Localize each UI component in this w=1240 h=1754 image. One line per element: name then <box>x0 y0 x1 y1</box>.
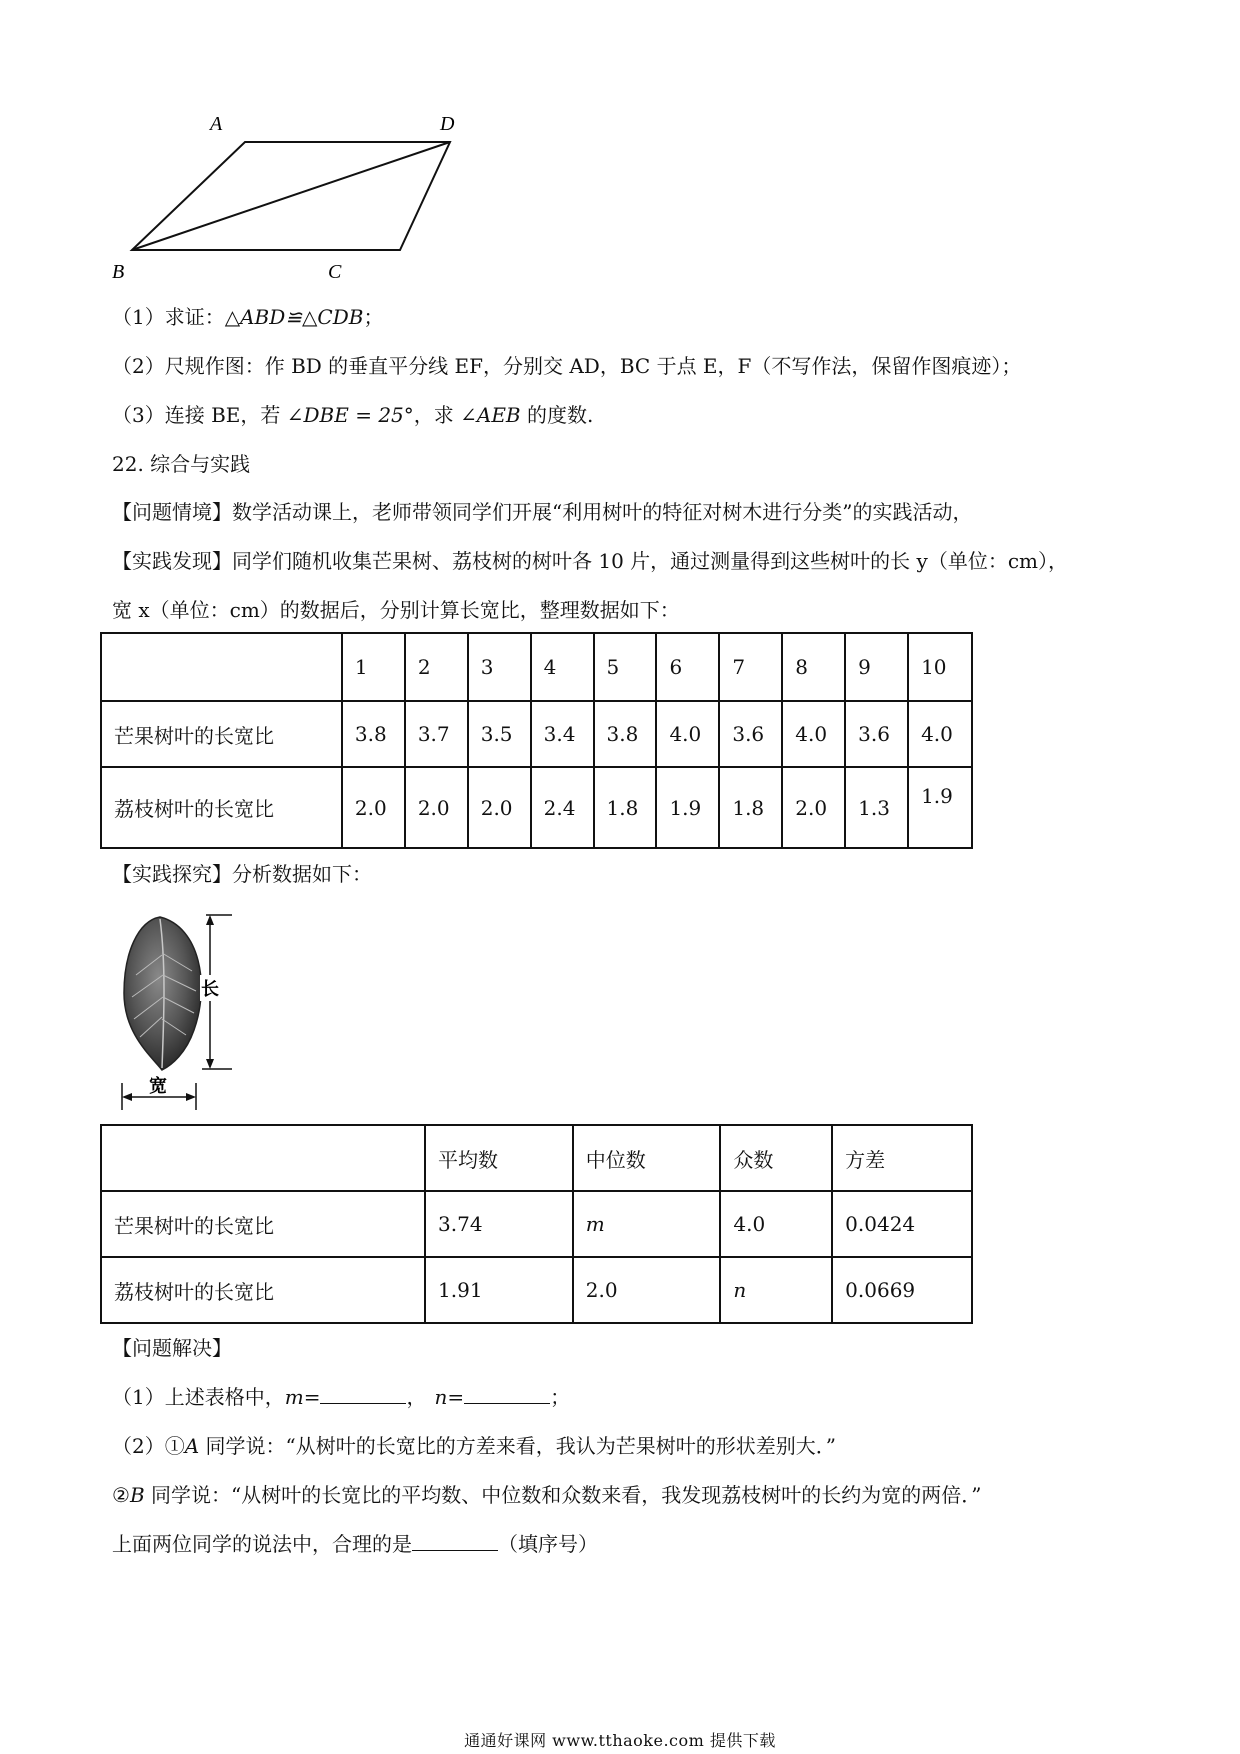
table-cell: 1.9 <box>656 767 719 848</box>
parallelogram-figure <box>110 100 530 280</box>
table-cell: 1.8 <box>719 767 782 848</box>
table-cell: 2.0 <box>782 767 845 848</box>
vertex-label-b: B <box>112 261 125 280</box>
table-cell: 4.0 <box>656 701 719 767</box>
table-cell: 荔枝树叶的长宽比 <box>101 1257 425 1323</box>
q22-solve-part3: 上面两位同学的说法中，合理的是 （填序号） <box>112 1532 598 1556</box>
page-footer: 通通好课网 www.tthaoke.com 提供下载 <box>464 1731 776 1750</box>
table-cell: 平均数 <box>425 1125 573 1191</box>
table-cell: 2.0 <box>342 767 405 848</box>
answer-blank-n[interactable] <box>464 1403 550 1404</box>
table-cell: 荔枝树叶的长宽比 <box>101 767 342 848</box>
vertex-label-d: D <box>440 113 455 135</box>
leaf-length-label: 长 <box>201 979 219 1000</box>
table-cell: 5 <box>594 633 657 701</box>
vertex-label-a: A <box>210 113 223 135</box>
table-cell: 3.6 <box>719 701 782 767</box>
table-cell: 1.3 <box>845 767 908 848</box>
table-row <box>101 767 972 848</box>
table-cell: 3.8 <box>342 701 405 767</box>
table-cell: 4.0 <box>720 1191 832 1257</box>
q21-part2: （2）尺规作图：作 BD 的垂直平分线 EF，分别交 AD，BC 于点 E，F（不写作法，保留作图痕迹）； <box>112 354 1022 378</box>
table-cell: 3.74 <box>425 1191 573 1257</box>
table-cell: 1.8 <box>594 767 657 848</box>
table-cell: 9 <box>845 633 908 701</box>
leaf-illustration <box>112 905 242 1115</box>
table-cell: 3.8 <box>594 701 657 767</box>
table-cell: 1.91 <box>425 1257 573 1323</box>
q22-solve-title: 【问题解决】 <box>112 1336 232 1360</box>
table-cell <box>101 1125 425 1191</box>
table-cell: 1.9 <box>908 767 972 848</box>
q22-discovery-line2: 宽 x（单位：cm）的数据后，分别计算长宽比，整理数据如下： <box>112 598 680 622</box>
statistics-table <box>100 1124 973 1324</box>
table-cell: 众数 <box>720 1125 832 1191</box>
table-cell: m <box>573 1191 721 1257</box>
table-cell: 4.0 <box>908 701 972 767</box>
table-cell: 2.0 <box>468 767 531 848</box>
table-row <box>101 701 972 767</box>
vertex-label-c: C <box>328 261 342 280</box>
table-cell: 0.0669 <box>832 1257 972 1323</box>
table-cell: 芒果树叶的长宽比 <box>101 701 342 767</box>
answer-blank-choice[interactable] <box>412 1550 498 1551</box>
leaf-width-label: 宽 <box>149 1076 167 1097</box>
q21-part3: （3）连接 BE，若 ∠DBE = 25°，求 ∠AEB 的度数. <box>112 403 594 427</box>
table-cell: 8 <box>782 633 845 701</box>
table-cell <box>101 633 342 701</box>
table-cell: 3.5 <box>468 701 531 767</box>
table-cell: 1 <box>342 633 405 701</box>
q22-solve-part1: （1）上述表格中，m= ， n= ； <box>112 1385 571 1409</box>
table-cell: 2.0 <box>405 767 468 848</box>
table-cell: 3.6 <box>845 701 908 767</box>
table-cell: 2.0 <box>573 1257 721 1323</box>
table-cell: 3 <box>468 633 531 701</box>
table-row <box>101 1257 972 1323</box>
q22-solve-part2a: （2）①A 同学说：“从树叶的长宽比的方差来看，我认为芒果树叶的形状差别大．” <box>112 1434 836 1458</box>
table-cell: 6 <box>656 633 719 701</box>
table-cell: 4 <box>531 633 594 701</box>
table-cell: 2 <box>405 633 468 701</box>
table-cell: 方差 <box>832 1125 972 1191</box>
leaf-ratio-table <box>100 632 973 849</box>
table-cell: 10 <box>908 633 972 701</box>
table-row <box>101 1191 972 1257</box>
q22-title: 22. 综合与实践 <box>112 452 251 476</box>
table-cell: 3.7 <box>405 701 468 767</box>
table-cell: 7 <box>719 633 782 701</box>
q21-part1: （1）求证：△ABD≌△CDB； <box>112 305 384 329</box>
table-cell: 中位数 <box>573 1125 721 1191</box>
table-header-row <box>101 1125 972 1191</box>
table-cell: 4.0 <box>782 701 845 767</box>
q22-discovery-line1: 【实践发现】同学们随机收集芒果树、荔枝树的树叶各 10 片，通过测量得到这些树叶的长 y（单位：cm）， <box>112 549 1068 573</box>
q22-situation: 【问题情境】数学活动课上，老师带领同学们开展“利用树叶的特征对树木进行分类”的实践活动， <box>112 500 973 524</box>
q22-solve-part2b: ②B 同学说：“从树叶的长宽比的平均数、中位数和众数来看，我发现荔枝树叶的长约为宽的两倍．” <box>112 1483 982 1507</box>
answer-blank-m[interactable] <box>320 1403 406 1404</box>
table-cell: 0.0424 <box>832 1191 972 1257</box>
table-cell: 3.4 <box>531 701 594 767</box>
table-cell: 2.4 <box>531 767 594 848</box>
table-cell: n <box>720 1257 832 1323</box>
q22-explore: 【实践探究】分析数据如下： <box>112 862 372 886</box>
table-header-row <box>101 633 972 701</box>
table-cell: 芒果树叶的长宽比 <box>101 1191 425 1257</box>
